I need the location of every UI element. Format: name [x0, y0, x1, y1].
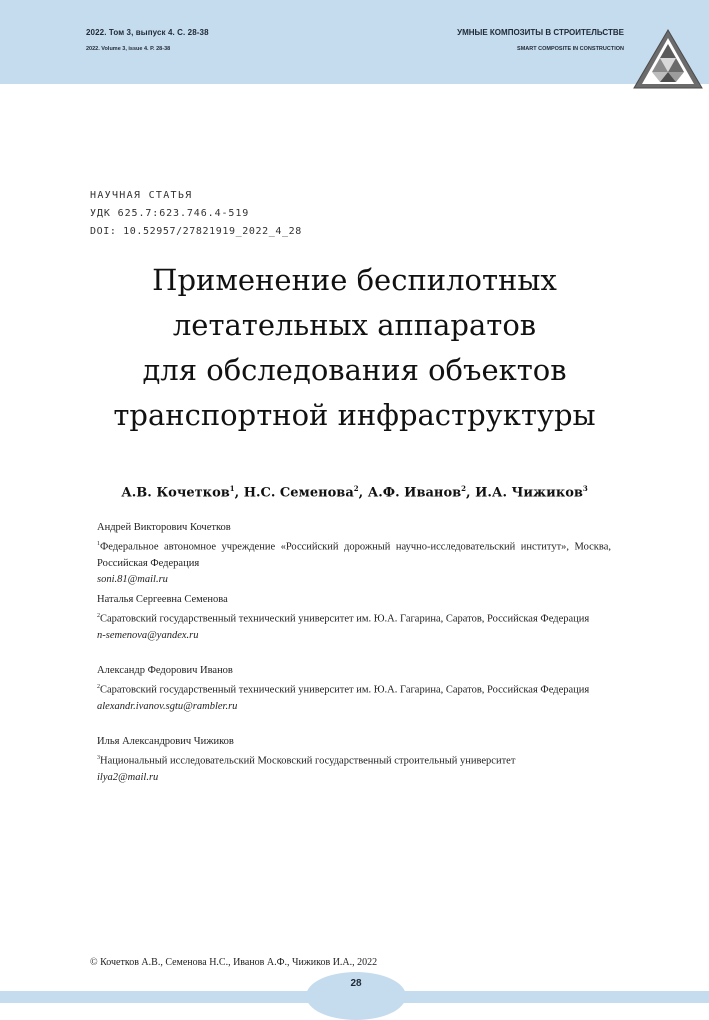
affiliation-mark: 2: [97, 613, 100, 619]
title-line: Применение беспилотных: [152, 263, 557, 297]
article-title: [60, 258, 649, 438]
author-affiliation-mark: 2: [461, 484, 467, 493]
journal-title-ru: УМНЫЕ КОМПОЗИТЫ В СТРОИТЕЛЬСТВЕ: [457, 28, 624, 37]
affiliation-mark: 2: [97, 684, 100, 690]
title-line: для обследования объектов: [142, 353, 567, 387]
affiliation-organization: [97, 750, 611, 770]
organization-text: Саратовский государственный технический университет им. Ю.А. Гагарина, Саратов, Российская Федерация: [100, 613, 590, 625]
page-number: 28: [350, 978, 362, 989]
author-name: Н.С. Семенова: [243, 485, 354, 501]
doi: DOI: 10.52957/27821919_2022_4_28: [90, 226, 302, 237]
author-affiliation-mark: 2: [353, 484, 359, 493]
author-affiliation-mark: 1: [229, 484, 235, 493]
triangle-logo-icon: [632, 28, 704, 92]
organization-text: Федеральное автономное учреждение «Российский дорожный научно-исследовательский институт», Москва, Российская Федерация: [97, 541, 611, 569]
author-name: А.В. Кочетков: [121, 485, 230, 501]
author-separator: ,: [358, 485, 368, 501]
affiliation-block: [97, 734, 611, 786]
organization-text: Национальный исследовательский Московский государственный строительный университет: [100, 755, 516, 767]
affiliation-mark: 3: [97, 755, 100, 761]
author-list: [60, 484, 649, 500]
affiliation-block: [97, 592, 611, 644]
author-name: А.Ф. Иванов: [367, 485, 462, 501]
title-line: транспортной инфраструктуры: [113, 398, 596, 432]
author-full-name: Андрей Викторович Кочетков: [97, 522, 231, 533]
affiliation-organization: [97, 679, 611, 699]
author-email[interactable]: soni.81@mail.ru: [97, 573, 168, 585]
organization-text: Саратовский государственный технический университет им. Ю.А. Гагарина, Саратов, Российская Федерация: [100, 684, 590, 696]
author-full-name: Наталья Сергеевна Семенова: [97, 594, 228, 605]
issue-info-ru: 2022. Том 3, выпуск 4. С. 28-38: [86, 28, 209, 37]
affiliation-organization: [97, 536, 611, 572]
author-email[interactable]: ilya2@mail.ru: [97, 771, 159, 783]
author-name: И.А. Чижиков: [475, 485, 583, 501]
author-affiliation-mark: 3: [582, 484, 588, 493]
affiliation-organization: [97, 608, 611, 628]
author-separator: ,: [234, 485, 244, 501]
issue-info-en: 2022. Volume 3, issue 4. P. 28-38: [86, 46, 171, 52]
udk-code: УДК 625.7:623.746.4-519: [90, 208, 250, 219]
author-email[interactable]: n-semenova@yandex.ru: [97, 629, 199, 641]
article-type: НАУЧНАЯ СТАТЬЯ: [90, 190, 193, 201]
affiliation-block: [97, 663, 611, 715]
author-full-name: Александр Федорович Иванов: [97, 665, 233, 676]
affiliation-mark: 1: [97, 541, 100, 547]
affiliation-block: [97, 520, 611, 588]
author-full-name: Илья Александрович Чижиков: [97, 736, 234, 747]
title-line: летательных аппаратов: [172, 308, 537, 342]
journal-title-en: SMART COMPOSITE IN CONSTRUCTION: [517, 46, 624, 52]
author-email[interactable]: alexandr.ivanov.sgtu@rambler.ru: [97, 700, 238, 712]
author-separator: ,: [466, 485, 476, 501]
copyright-notice: © Кочетков А.В., Семенова Н.С., Иванов А.Ф., Чижиков И.А., 2022: [90, 957, 378, 968]
journal-header-band: [0, 0, 709, 84]
